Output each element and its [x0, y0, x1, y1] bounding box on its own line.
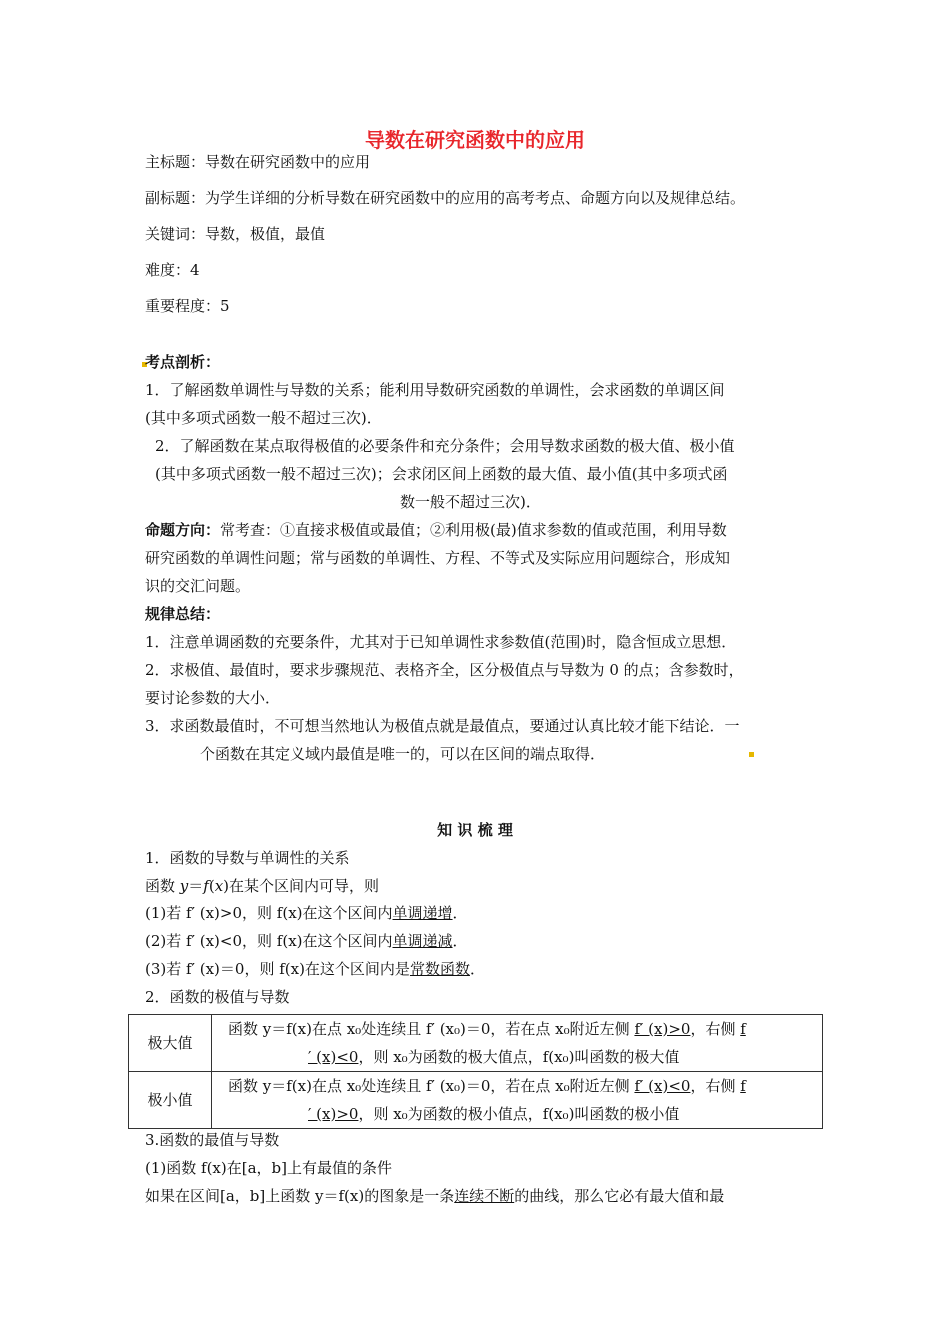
extrema-table — [128, 1014, 823, 1129]
kaodian-line: (其中多项式函数一般不超过三次)；会求闭区间上函数的最大值、最小值(其中多项式函 — [155, 465, 728, 483]
guilv-line: 要讨论参数的大小． — [145, 689, 281, 707]
meta-main-title: 主标题：导数在研究函数中的应用 — [145, 153, 371, 171]
kaodian-heading: 考点剖析： — [145, 353, 221, 371]
mingti-line: 研究函数的单调性问题；常与函数的单调性、方程、不等式及实际应用问题综合，形成知 — [145, 549, 731, 567]
condition-constant: (3)若 f′ (x)＝0，则 f(x)在这个区间内是常数函数． — [145, 960, 485, 978]
section-3-title: 3.函数的最值与导数 — [145, 1131, 280, 1149]
page-title: 导数在研究函数中的应用 — [365, 128, 585, 152]
mingti-line: 识的交汇问题。 — [145, 577, 251, 595]
edit-mark — [749, 752, 754, 757]
section-3-text: 如果在区间[a，b]上函数 y＝f(x)的图象是一条连续不断的曲线，那么它必有最大值和最 — [145, 1187, 725, 1205]
mingti-line-1: 命题方向：常考查：①直接求极值或最值；②利用极(最)值求参数的值或范围，利用导数 — [145, 521, 727, 539]
guilv-line: 1．注意单调函数的充要条件，尤其对于已知单调性求参数值(范围)时，隐含恒成立思想． — [145, 633, 737, 651]
table-content-cell: 函数 y＝f(x)在点 x₀处连续且 f′ (x₀)＝0，若在点 x₀附近左侧 f′ (x)<0，右侧 f ′ (x)>0，则 x₀为函数的极小值点，f(x₀)叫函数的极小值 — [212, 1072, 823, 1129]
guilv-heading: 规律总结： — [145, 605, 221, 623]
guilv-line: 2．求极值、最值时，要求步骤规范、表格齐全，区分极值点与导数为 0 的点；含参数时， — [145, 661, 744, 679]
table-label-cell: 极大值 — [129, 1015, 212, 1072]
mingti-heading: 命题方向： — [145, 521, 221, 539]
table-content-cell: 函数 y＝f(x)在点 x₀处连续且 f′ (x₀)＝0，若在点 x₀附近左侧 f′ (x)>0，右侧 f ′ (x)<0，则 x₀为函数的极大值点，f(x₀)叫函数的极大值 — [212, 1015, 823, 1072]
kaodian-line: 2．了解函数在某点取得极值的必要条件和充分条件；会用导数求函数的极大值、极小值 — [155, 437, 735, 455]
table-row — [129, 1015, 823, 1072]
section-2-title: 2．函数的极值与导数 — [145, 988, 290, 1006]
section-1-title: 1．函数的导数与单调性的关系 — [145, 849, 350, 867]
table-row — [129, 1072, 823, 1129]
meta-subtitle: 副标题：为学生详细的分析导数在研究函数中的应用的高考考点、命题方向以及规律总结。 — [145, 189, 746, 207]
meta-keywords: 关键词：导数，极值，最值 — [145, 225, 326, 243]
kaodian-line: 数一般不超过三次)． — [400, 493, 541, 511]
guilv-line: 3．求函数最值时，不可想当然地认为极值点就是最值点，要通过认真比较才能下结论．一 — [145, 717, 740, 735]
guilv-line: 个函数在其定义域内最值是唯一的，可以在区间的端点取得． — [200, 745, 606, 763]
meta-importance: 重要程度：5 — [145, 297, 230, 315]
condition-decreasing: (2)若 f′ (x)<0，则 f(x)在这个区间内单调递减． — [145, 932, 468, 950]
kaodian-line: 1．了解函数单调性与导数的关系；能利用导数研究函数的单调性，会求函数的单调区间 — [145, 381, 725, 399]
section-3-condition: (1)函数 f(x)在[a，b]上有最值的条件 — [145, 1159, 392, 1177]
zhishi-heading: 知 识 梳 理 — [437, 821, 513, 839]
table-label-cell: 极小值 — [129, 1072, 212, 1129]
meta-difficulty: 难度：4 — [145, 261, 200, 279]
condition-increasing: (1)若 f′ (x)>0，则 f(x)在这个区间内单调递增． — [145, 904, 468, 922]
kaodian-line: (其中多项式函数一般不超过三次)． — [145, 409, 382, 427]
section-1-intro: 函数 y＝f(x)在某个区间内可导，则 — [145, 877, 380, 895]
